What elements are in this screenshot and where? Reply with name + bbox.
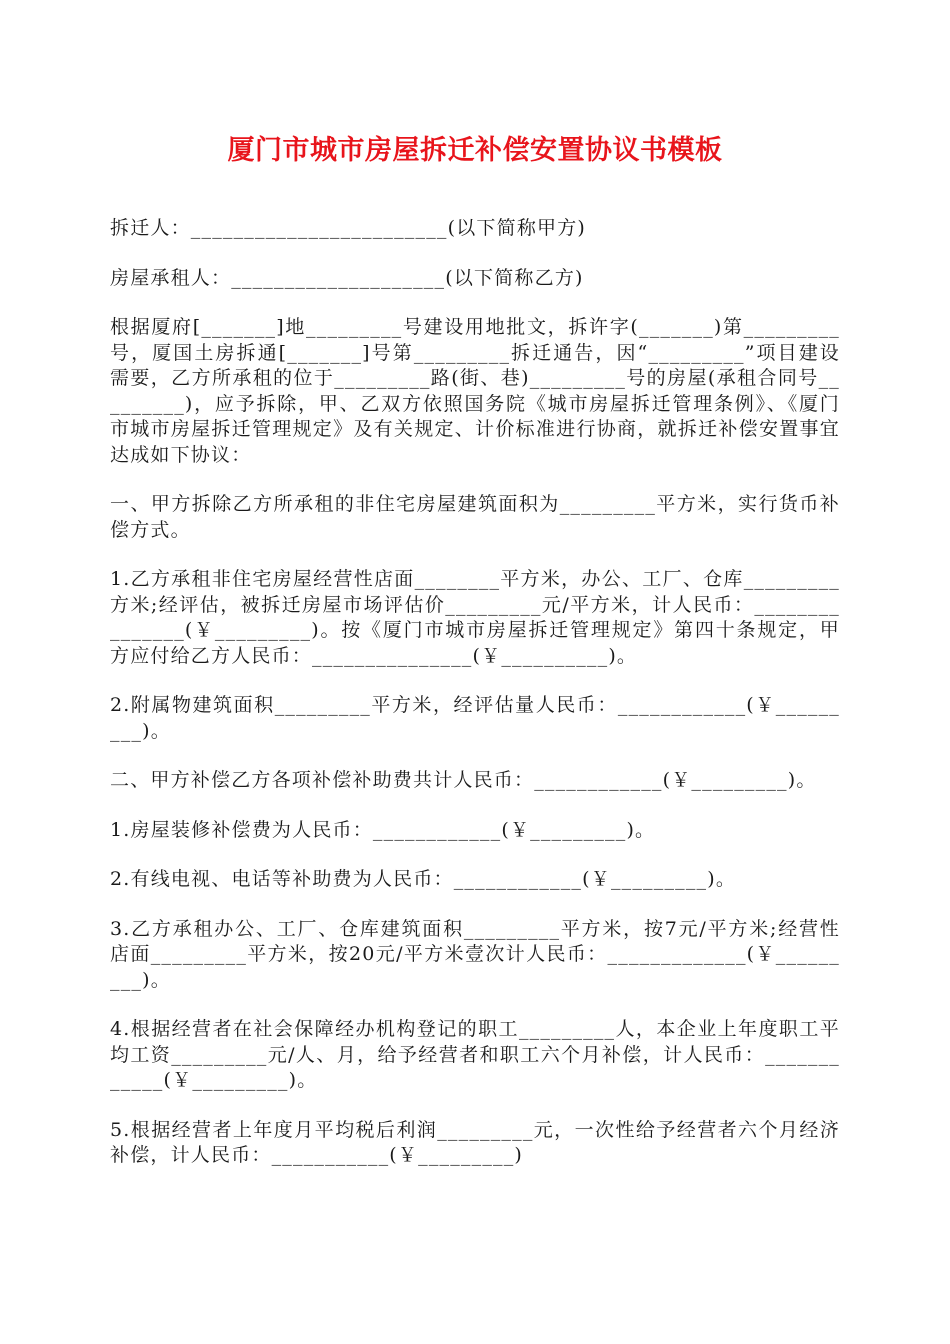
section-one-item-1: 1.乙方承租非住宅房屋经营性店面________平方米，办公、工厂、仓库_________方米;经评估，被拆迁房屋市场评估价_________元/平方米，计人民币：_______________(￥_________)。按《厦门市城市房屋拆迁管理规定》第四十条规定，甲方应付给乙方人民币：_______________(￥__________)。: [110, 568, 840, 667]
section-one-heading: 一、甲方拆除乙方所承租的非住宅房屋建筑面积为_________平方米，实行货币补偿方式。: [110, 493, 840, 541]
party-a-line: 拆迁人：________________________(以下简称甲方): [110, 217, 587, 239]
section-two-item-2: 2.有线电视、电话等补助费为人民币：____________(￥_________)。: [110, 868, 737, 890]
section-one-item-2: 2.附属物建筑面积_________平方米，经评估量人民币：____________(￥_________)。: [110, 694, 840, 742]
document-body: [110, 216, 840, 1193]
document-title: 厦门市城市房屋拆迁补偿安置协议书模板: [227, 135, 723, 166]
section-two-heading: 二、甲方补偿乙方各项补偿补助费共计人民币：____________(￥_________)。: [110, 769, 817, 791]
section-two-item-5: 5.根据经营者上年度月平均税后利润_________元，一次性给予经营者六个月经济补偿，计人民币：___________(￥_________): [110, 1118, 840, 1166]
section-two-item-4: 4.根据经营者在社会保障经办机构登记的职工_________人，本企业上年度职工平均工资_________元/人、月，给予经营者和职工六个月补偿，计人民币：____________(￥_________)。: [110, 1018, 840, 1091]
party-b-line: 房屋承租人：____________________(以下简称乙方): [110, 266, 584, 289]
preamble-paragraph: 根据厦府[_______]地_________号建设用地批文，拆许字(_______)第_________号，厦国土房拆通[_______]号第_________拆迁通告，因“_________”项目建设需要，乙方所承租的位于_________路(街、巷)_________号的房屋(承租合同号_________)，应予拆除，甲、乙双方依照国务院《城市房屋拆迁管理条例》、《厦门市城市房屋拆迁管理规定》及有关规定、计价标准进行协商，就拆迁补偿安置事宜达成如下协议：: [110, 316, 840, 466]
section-two-item-1: 1.房屋装修补偿费为人民币：____________(￥_________)。: [110, 818, 656, 841]
section-two-item-3: 3.乙方承租办公、工厂、仓库建筑面积_________平方米，按7元/平方米;经营性店面_________平方米，按20元/平方米壹次计人民币：_____________(￥_________)。: [110, 917, 840, 991]
